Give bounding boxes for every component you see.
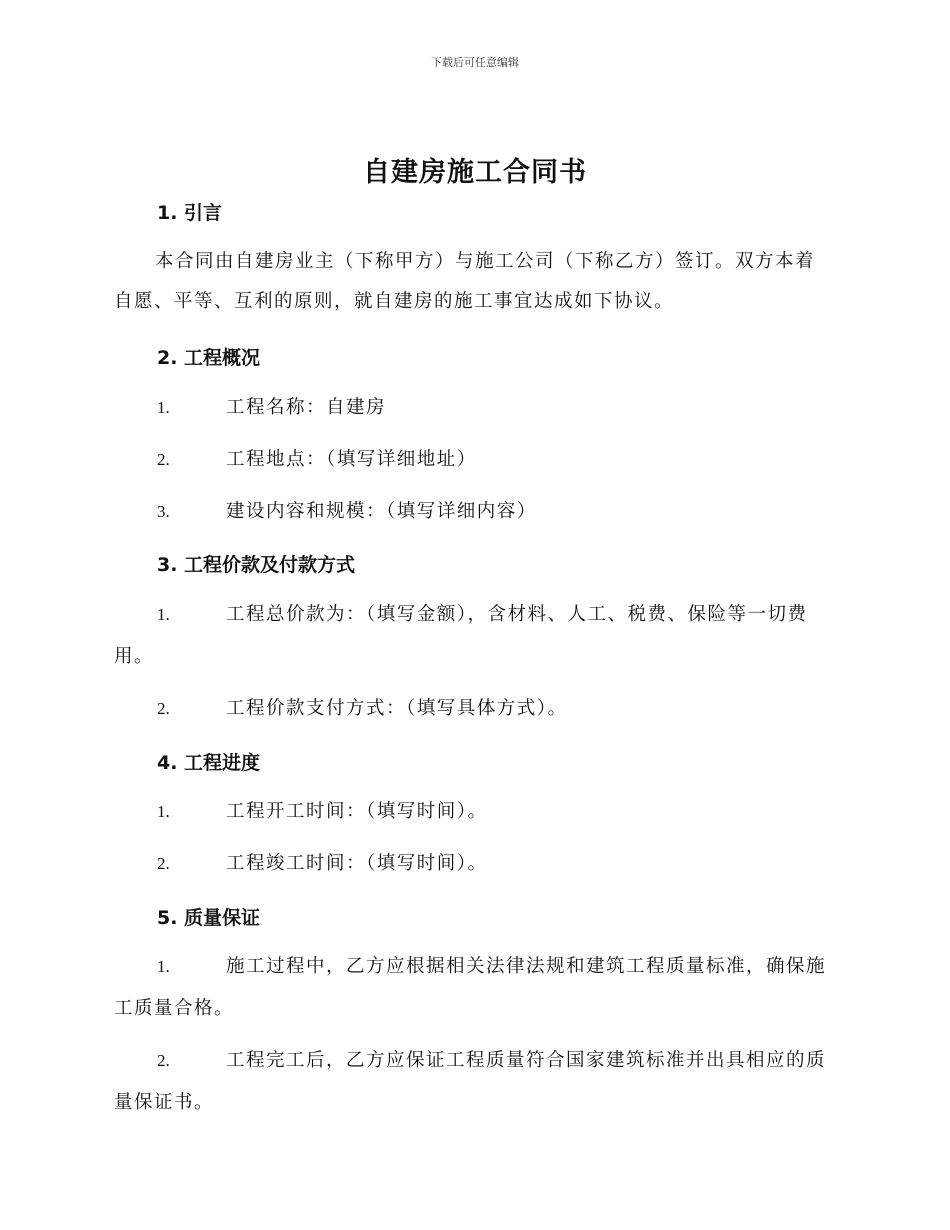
list-item-number: 3. — [157, 502, 170, 521]
section-heading-project-schedule: 4. 工程进度 — [157, 752, 261, 774]
list-item — [114, 1040, 832, 1124]
section-heading-price-and-payment: 3. 工程价款及付款方式 — [157, 554, 356, 576]
document-title: 自建房施工合同书 — [363, 157, 587, 188]
list-item-number: 2. — [157, 854, 170, 873]
introduction-text: 本合同由自建房业主（下称甲方）与施工公司（下称乙方）签订。双方本着自愿、平等、互利的原则，就自建房的施工事宜达成如下协议。 — [114, 251, 816, 312]
list-item-text: 工程开工时间：（填写时间）。 — [226, 801, 488, 822]
section-heading-project-overview: 2. 工程概况 — [157, 347, 261, 369]
list-item-number: 1. — [157, 957, 170, 976]
list-item-text: 工程竣工时间：（填写时间）。 — [226, 853, 488, 874]
list-item-text: 工程名称：自建房 — [226, 397, 387, 418]
list-item-number: 2. — [157, 1051, 170, 1070]
list-item-number: 1. — [157, 398, 170, 417]
list-item — [114, 688, 832, 730]
list-item — [114, 791, 832, 833]
list-item-number: 1. — [157, 605, 170, 624]
section-heading-introduction: 1. 引言 — [157, 202, 223, 224]
list-item-text: 工程地点：（填写详细地址） — [226, 449, 477, 470]
list-item — [114, 491, 832, 533]
list-item — [114, 439, 832, 481]
section-heading-quality-assurance: 5. 质量保证 — [157, 907, 261, 929]
list-item-number: 2. — [157, 699, 170, 718]
list-item-number: 1. — [157, 802, 170, 821]
list-item-text: 建设内容和规模：（填写详细内容） — [226, 501, 537, 522]
list-item — [114, 594, 832, 678]
list-item — [114, 946, 832, 1030]
header-note: 下载后可任意编辑 — [431, 56, 519, 69]
list-item-text: 工程完工后，乙方应保证工程质量符合国家建筑标准并出具相应的质量保证书。 — [114, 1050, 827, 1113]
list-item-text: 施工过程中，乙方应根据相关法律法规和建筑工程质量标准，确保施工质量合格。 — [114, 956, 827, 1019]
list-item — [114, 843, 832, 885]
list-item-text: 工程价款支付方式：（填写具体方式）。 — [226, 698, 568, 719]
list-item-number: 2. — [157, 450, 170, 469]
list-item-text: 工程总价款为：（填写金额），含材料、人工、税费、保险等一切费用。 — [114, 604, 808, 667]
list-item — [114, 387, 832, 429]
introduction-paragraph — [114, 242, 832, 322]
